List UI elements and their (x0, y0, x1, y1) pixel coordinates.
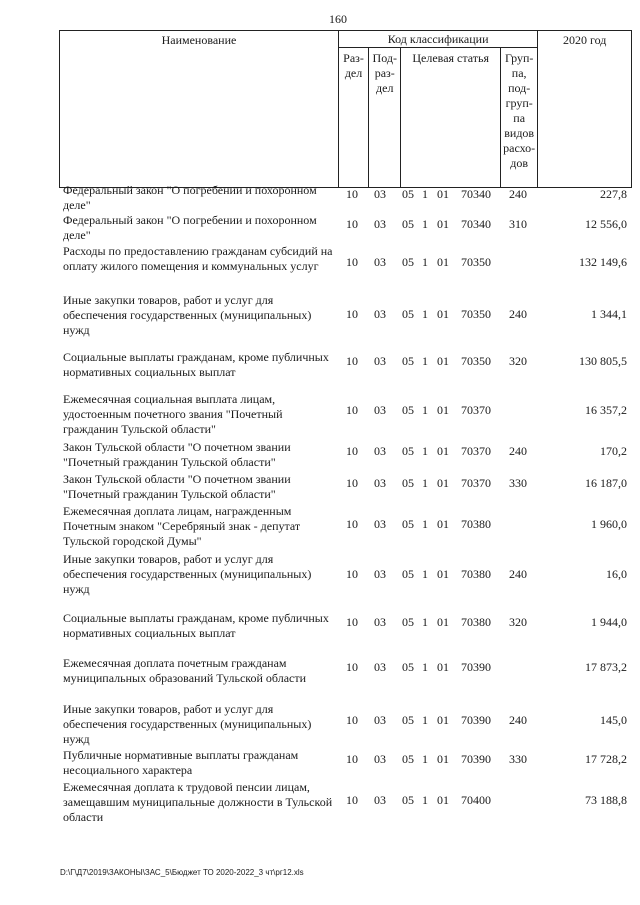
row-ts4: 70390 (461, 752, 491, 766)
row-razdel: 10 (346, 517, 358, 531)
row-razdel: 10 (346, 713, 358, 727)
row-ts1: 05 (402, 567, 414, 581)
row-description: Иные закупки товаров, работ и услуг для обеспечения государственных (муниципальных) нужд (63, 552, 312, 596)
row-razdel: 10 (346, 217, 358, 231)
row-ts3: 01 (437, 793, 449, 807)
row-amount: 1 344,1 (591, 307, 627, 321)
row-description: Закон Тульской области "О почетном звании "Почетный гражданин Тульской области" (63, 472, 291, 501)
row-description: Социальные выплаты гражданам, кроме публичных нормативных социальных выплат (63, 611, 329, 640)
row-podrazdel: 03 (374, 476, 386, 490)
row-description: Ежемесячная социальная выплата лицам, удостоенным почетного звания "Почетный гражданин Тульской области" (63, 392, 283, 436)
row-ts1: 05 (402, 517, 414, 531)
row-ts1: 05 (402, 615, 414, 629)
row-razdel: 10 (346, 615, 358, 629)
row-podrazdel: 03 (374, 444, 386, 458)
row-ts3: 01 (437, 354, 449, 368)
row-podrazdel: 03 (374, 615, 386, 629)
row-amount: 227,8 (600, 187, 627, 201)
row-description: Федеральный закон "О погребении и похоронном деле" (63, 183, 317, 212)
row-ts4: 70400 (461, 793, 491, 807)
row-ts1: 05 (402, 217, 414, 231)
row-podrazdel: 03 (374, 255, 386, 269)
row-podrazdel: 03 (374, 517, 386, 531)
row-ts3: 01 (437, 476, 449, 490)
row-ts2: 1 (422, 660, 428, 674)
row-podrazdel: 03 (374, 567, 386, 581)
row-group: 310 (509, 217, 527, 231)
row-ts3: 01 (437, 403, 449, 417)
row-ts1: 05 (402, 403, 414, 417)
row-ts4: 70380 (461, 567, 491, 581)
header-name: Наименование (60, 31, 339, 188)
header-target: Целевая статья (401, 48, 501, 188)
header-podrazdel: Под- раз- дел (369, 48, 401, 188)
row-group: 330 (509, 752, 527, 766)
row-ts2: 1 (422, 307, 428, 321)
row-podrazdel: 03 (374, 403, 386, 417)
row-ts2: 1 (422, 517, 428, 531)
page-number: 160 (329, 12, 347, 26)
row-ts1: 05 (402, 354, 414, 368)
row-ts4: 70340 (461, 187, 491, 201)
row-podrazdel: 03 (374, 307, 386, 321)
row-razdel: 10 (346, 444, 358, 458)
row-ts3: 01 (437, 713, 449, 727)
row-razdel: 10 (346, 187, 358, 201)
header-group: Груп- па, под- груп- па видов расхо- дов (501, 48, 538, 188)
row-razdel: 10 (346, 307, 358, 321)
footer-file-path: D:\Г\Д7\2019\ЗАКОНЫ\ЗАС_5\Бюджет ТО 2020-2022_3 чт\рг12.xls (60, 868, 304, 877)
row-amount: 73 188,8 (585, 793, 627, 807)
row-amount: 12 556,0 (585, 217, 627, 231)
row-group: 240 (509, 307, 527, 321)
row-description: Федеральный закон "О погребении и похоронном деле" (63, 213, 317, 242)
row-podrazdel: 03 (374, 187, 386, 201)
row-ts3: 01 (437, 217, 449, 231)
row-description: Публичные нормативные выплаты гражданам несоциального характера (63, 748, 299, 777)
row-razdel: 10 (346, 660, 358, 674)
row-ts3: 01 (437, 444, 449, 458)
row-ts1: 05 (402, 307, 414, 321)
row-ts4: 70340 (461, 217, 491, 231)
row-podrazdel: 03 (374, 660, 386, 674)
header-razdel: Раз- дел (338, 48, 368, 188)
row-amount: 170,2 (600, 444, 627, 458)
row-group: 240 (509, 713, 527, 727)
row-ts3: 01 (437, 752, 449, 766)
row-razdel: 10 (346, 403, 358, 417)
row-ts2: 1 (422, 187, 428, 201)
row-ts2: 1 (422, 567, 428, 581)
row-group: 240 (509, 444, 527, 458)
row-ts3: 01 (437, 255, 449, 269)
row-ts2: 1 (422, 444, 428, 458)
row-ts2: 1 (422, 255, 428, 269)
row-razdel: 10 (346, 567, 358, 581)
row-amount: 145,0 (600, 713, 627, 727)
row-ts2: 1 (422, 615, 428, 629)
row-razdel: 10 (346, 752, 358, 766)
row-amount: 130 805,5 (579, 354, 627, 368)
row-description: Ежемесячная доплата к трудовой пенсии лицам, замещавшим муниципальные должности в Тульской области (63, 780, 333, 824)
row-amount: 1 944,0 (591, 615, 627, 629)
row-ts2: 1 (422, 403, 428, 417)
row-ts1: 05 (402, 187, 414, 201)
row-group: 240 (509, 567, 527, 581)
row-ts2: 1 (422, 752, 428, 766)
row-amount: 16 357,2 (585, 403, 627, 417)
row-description: Ежемесячная доплата почетным гражданам муниципальных образований Тульской области (63, 656, 307, 685)
row-amount: 17 873,2 (585, 660, 627, 674)
row-ts1: 05 (402, 476, 414, 490)
row-ts3: 01 (437, 307, 449, 321)
row-group: 330 (509, 476, 527, 490)
row-amount: 16 187,0 (585, 476, 627, 490)
row-description: Социальные выплаты гражданам, кроме публичных нормативных социальных выплат (63, 350, 329, 379)
row-razdel: 10 (346, 476, 358, 490)
row-ts3: 01 (437, 187, 449, 201)
row-ts3: 01 (437, 517, 449, 531)
row-description: Расходы по предоставлению гражданам субсидий на оплату жилого помещения и коммунальных услуг (63, 244, 333, 273)
row-razdel: 10 (346, 354, 358, 368)
row-podrazdel: 03 (374, 793, 386, 807)
row-group: 320 (509, 354, 527, 368)
row-ts4: 70390 (461, 660, 491, 674)
header-year: 2020 год (538, 31, 632, 188)
header-code: Код классификации (338, 31, 537, 48)
row-razdel: 10 (346, 793, 358, 807)
row-ts2: 1 (422, 354, 428, 368)
row-ts3: 01 (437, 567, 449, 581)
row-ts1: 05 (402, 660, 414, 674)
row-ts2: 1 (422, 793, 428, 807)
row-podrazdel: 03 (374, 752, 386, 766)
row-group: 240 (509, 187, 527, 201)
row-amount: 16,0 (606, 567, 627, 581)
row-ts1: 05 (402, 444, 414, 458)
row-description: Иные закупки товаров, работ и услуг для обеспечения государственных (муниципальных) нужд (63, 293, 312, 337)
row-ts4: 70350 (461, 354, 491, 368)
row-podrazdel: 03 (374, 217, 386, 231)
row-ts2: 1 (422, 217, 428, 231)
row-razdel: 10 (346, 255, 358, 269)
row-ts1: 05 (402, 255, 414, 269)
row-ts1: 05 (402, 752, 414, 766)
row-ts2: 1 (422, 476, 428, 490)
row-ts1: 05 (402, 793, 414, 807)
row-ts4: 70350 (461, 255, 491, 269)
row-ts2: 1 (422, 713, 428, 727)
row-podrazdel: 03 (374, 713, 386, 727)
row-ts4: 70370 (461, 444, 491, 458)
row-ts3: 01 (437, 615, 449, 629)
row-ts4: 70390 (461, 713, 491, 727)
row-description: Иные закупки товаров, работ и услуг для обеспечения государственных (муниципальных) нужд (63, 702, 312, 746)
row-ts3: 01 (437, 660, 449, 674)
row-amount: 17 728,2 (585, 752, 627, 766)
row-amount: 1 960,0 (591, 517, 627, 531)
row-description: Закон Тульской области "О почетном звании "Почетный гражданин Тульской области" (63, 440, 291, 469)
row-podrazdel: 03 (374, 354, 386, 368)
row-ts4: 70370 (461, 403, 491, 417)
table-header (59, 30, 632, 188)
row-ts1: 05 (402, 713, 414, 727)
row-ts4: 70380 (461, 517, 491, 531)
row-ts4: 70370 (461, 476, 491, 490)
row-group: 320 (509, 615, 527, 629)
row-ts4: 70380 (461, 615, 491, 629)
row-description: Ежемесячная доплата лицам, награжденным Почетным знаком "Серебряный знак - депутат Тульской городской Думы" (63, 504, 301, 548)
row-amount: 132 149,6 (579, 255, 627, 269)
row-ts4: 70350 (461, 307, 491, 321)
